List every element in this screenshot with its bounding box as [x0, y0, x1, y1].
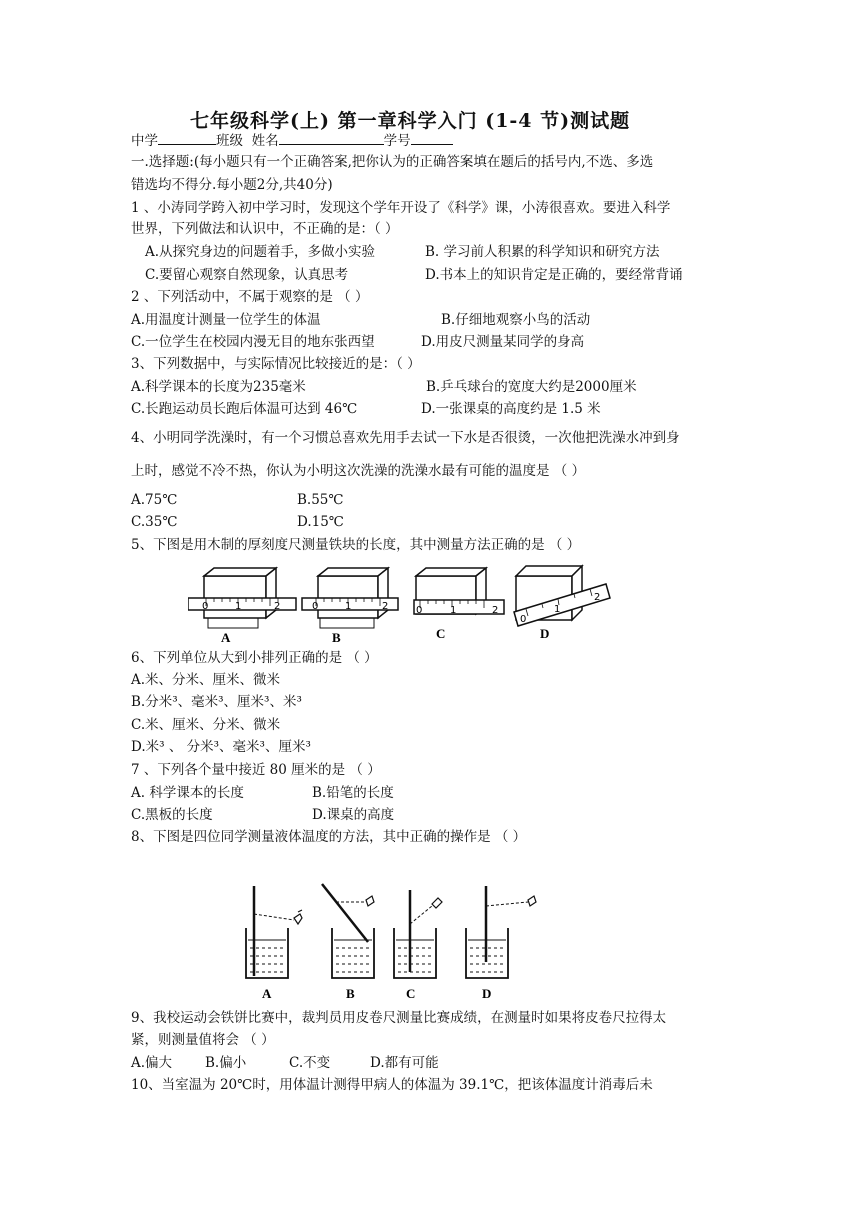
q1-option-d: D.书本上的知识肯定是正确的，要经常背诵: [425, 267, 683, 283]
q4-stem-line2: 上时，感觉不冷不热，你认为小明这次洗澡的洗澡水最有可能的温度是 （ ）: [131, 463, 586, 479]
figure-label-d: D: [540, 626, 550, 641]
q1-option-b: B. 学习前人积累的科学知识和研究方法: [425, 244, 660, 260]
q4-option-a: A.75℃: [131, 492, 178, 508]
svg-text:1: 1: [450, 605, 457, 616]
thermo-label-b: B: [346, 986, 355, 1001]
q7-option-c: C.黑板的长度: [131, 807, 213, 823]
ruler-tick-0: 0: [202, 601, 209, 612]
q7-option-b: B.铅笔的长度: [312, 785, 394, 801]
ruler-measurement-figure: [188, 560, 618, 648]
q1-option-a: A.从探究身边的问题着手，多做小实验: [145, 244, 376, 260]
thermometer-figure: [236, 880, 556, 1005]
thermo-label-d: D: [482, 986, 492, 1001]
q3-option-a: A.科学课本的长度为235毫米: [131, 379, 306, 395]
q4-option-d: D.15℃: [297, 514, 344, 530]
school-label: 中学: [131, 133, 158, 149]
thermometer-figure-b: [322, 884, 374, 1001]
svg-text:1: 1: [554, 604, 561, 615]
q7-option-d: D.课桌的高度: [312, 807, 395, 823]
svg-text:1: 1: [345, 601, 352, 612]
figure-label-c: C: [436, 626, 446, 641]
svg-text:2: 2: [594, 592, 601, 603]
svg-text:2: 2: [382, 601, 389, 612]
section-heading-line1: 一.选择题:(每小题只有一个正确答案,把你认为的正确答案填在题后的括号内,不选、多选: [131, 154, 654, 170]
name-blank[interactable]: [279, 132, 384, 145]
thermo-label-c: C: [406, 986, 416, 1001]
q3-option-c: C.长跑运动员长跑后体温可达到 46℃: [131, 401, 358, 417]
page-title: 七年级科学(上) 第一章科学入门 (1-4 节)测试题: [190, 110, 631, 132]
section-heading-line2: 错选均不得分.每小题2分,共40分): [131, 177, 333, 193]
q2-option-d: D.用皮尺测量某同学的身高: [421, 334, 585, 350]
class-label: 班级: [216, 133, 243, 149]
figure-label-b: B: [332, 630, 341, 645]
q5-stem: 5、下图是用木制的厚刻度尺测量铁块的长度，其中测量方法正确的是 （ ）: [131, 537, 581, 553]
svg-text:0: 0: [312, 601, 319, 612]
q10-stem-line1: 10、当室温为 20℃时，用体温计测得甲病人的体温为 39.1℃，把该体温度计消毒后未: [131, 1077, 653, 1093]
ruler-figure-c: [414, 568, 504, 641]
ruler-tick-1: 1: [235, 601, 242, 612]
thermo-label-a: A: [262, 986, 272, 1001]
ruler-tick-2: 2: [274, 601, 281, 612]
q4-stem-line1: 4、小明同学洗澡时，有一个习惯总喜欢先用手去试一下水是否很烫，一次他把洗澡水冲到身: [131, 430, 680, 446]
q1-option-c: C.要留心观察自然现象，认真思考: [145, 267, 349, 283]
q9-option-a: A.偏大: [131, 1055, 173, 1071]
q7-option-a: A. 科学课本的长度: [131, 785, 244, 801]
q3-stem: 3、下列数据中，与实际情况比较接近的是：（ ）: [131, 356, 421, 372]
q7-stem: 7 、下列各个量中接近 80 厘米的是 （ ）: [131, 762, 381, 778]
q6-option-c: C.米、厘米、分米、微米: [131, 717, 281, 733]
q9-stem-line2: 紧，则测量值将会 （ ）: [131, 1032, 275, 1048]
q2-stem: 2 、下列活动中，不属于观察的是 （ ）: [131, 289, 369, 305]
q2-option-b: B.仔细地观察小鸟的活动: [441, 312, 591, 328]
q4-option-b: B.55℃: [297, 492, 344, 508]
q8-stem: 8、下图是四位同学测量液体温度的方法，其中正确的操作是 （ ）: [131, 829, 527, 845]
ruler-figure-a: [188, 568, 296, 645]
svg-text:2: 2: [492, 605, 499, 616]
q2-option-a: A.用温度计测量一位学生的体温: [131, 312, 321, 328]
q3-option-b: B.乒乓球台的宽度大约是2000厘米: [426, 379, 637, 395]
school-blank[interactable]: [158, 132, 216, 145]
q3-option-d: D.一张课桌的高度约是 1.5 米: [421, 401, 601, 417]
ruler-figure-b: [302, 568, 398, 645]
q1-stem-line1: 1 、小涛同学跨入初中学习时，发现这个学年开设了《科学》课，小涛很喜欢。要进入科学: [131, 200, 671, 216]
q9-option-b: B.偏小: [205, 1055, 247, 1071]
name-label: 姓名: [251, 133, 279, 149]
ruler-figure-d: [514, 566, 610, 641]
svg-text:0: 0: [416, 605, 423, 616]
q9-option-d: D.都有可能: [370, 1055, 439, 1071]
number-blank[interactable]: [411, 132, 453, 145]
student-info-line: [131, 132, 453, 149]
number-label: 学号: [383, 133, 411, 149]
thermometer-figure-c: [394, 890, 442, 1001]
q2-option-c: C.一位学生在校园内漫无目的地东张西望: [131, 334, 375, 350]
q4-option-c: C.35℃: [131, 514, 178, 530]
q9-option-c: C.不变: [289, 1055, 331, 1071]
thermometer-figure-d: [466, 886, 536, 1001]
svg-text:0: 0: [520, 614, 527, 625]
figure-label-a: A: [221, 630, 231, 645]
q6-option-b: B.分米³、毫米³、厘米³、米³: [131, 694, 302, 710]
thermometer-figure-a: [246, 886, 302, 1001]
q9-stem-line1: 9、我校运动会铁饼比赛中，裁判员用皮卷尺测量比赛成绩，在测量时如果将皮卷尺拉得太: [131, 1010, 667, 1026]
q1-stem-line2: 世界，下列做法和认识中，不正确的是：（ ）: [131, 221, 399, 237]
q6-option-a: A.米、分米、厘米、微米: [131, 672, 281, 688]
q6-option-d: D.米³ 、 分米³、毫米³、厘米³: [131, 739, 311, 755]
q6-stem: 6、下列单位从大到小排列正确的是 （ ）: [131, 650, 378, 666]
